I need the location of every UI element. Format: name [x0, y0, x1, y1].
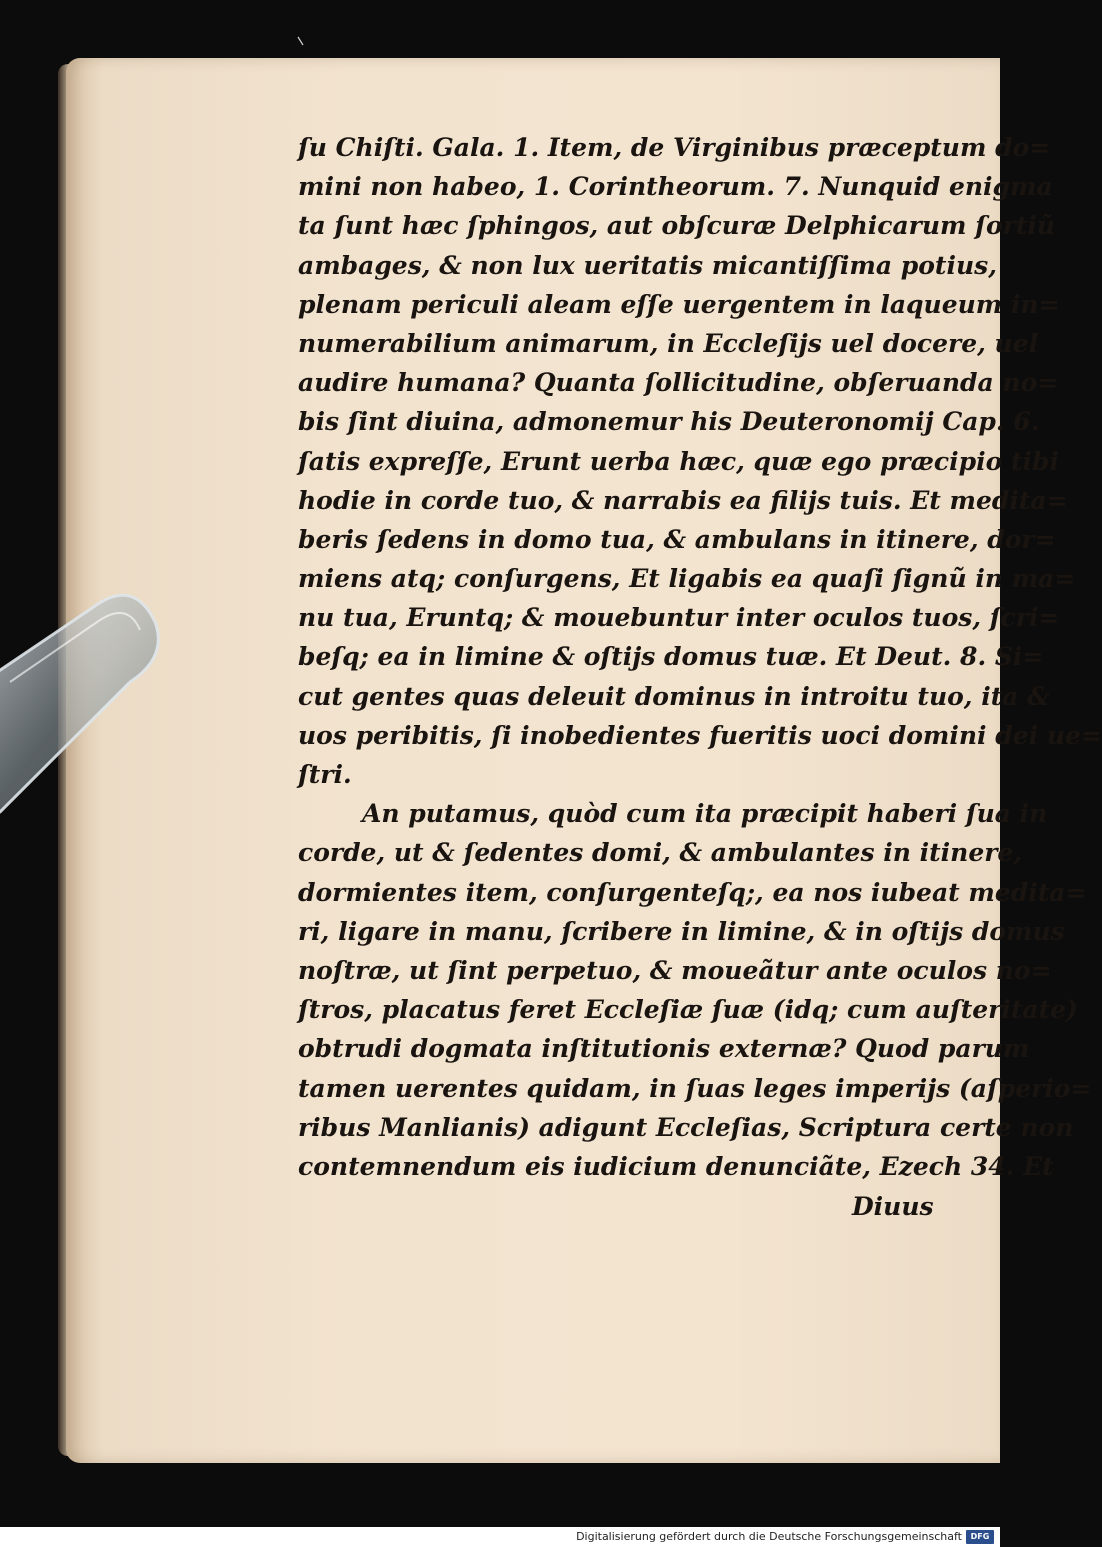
text-line: plenam periculi aleam eſſe uergentem in laqueum in=	[298, 289, 1060, 319]
text-line: tamen uerentes quidam, in ſuas leges imperijs (aſperio=	[298, 1073, 1092, 1103]
text-line: dormientes item, conſurgenteſq;, ea nos iubeat medita=	[298, 877, 1087, 907]
footer-bar	[0, 1527, 1000, 1547]
text-line: ſtros, placatus feret Eccleſiæ ſuæ (idq; cum auſteritate)	[298, 995, 1078, 1025]
text-line: numerabilium animarum, in Eccleſijs uel docere, uel	[298, 328, 1039, 358]
text-line: beſq; ea in limine & oſtijs domus tuæ. Et Deut. 8. Si=	[298, 642, 1044, 672]
text-line: ſu Chiſti. Gala. 1. Item, de Virginibus præceptum do=	[298, 133, 1051, 162]
text-line: ta ſunt hæc ſphingos, aut obſcuræ Delphicarum ſortiũ	[298, 211, 1056, 241]
text-line: noſtræ, ut ſint perpetuo, & moueãtur ante oculos no=	[298, 955, 1052, 985]
scan-speck	[297, 36, 305, 46]
paragraph-first-line: An putamus, quòd cum ita præcipit haberi ſua in	[362, 799, 1048, 829]
text-line: ribus Manlianis) adigunt Eccleſias, Scriptura certe non	[298, 1112, 1074, 1142]
catchword: Diuus	[852, 1192, 934, 1221]
text-line: ſatis expreſſe, Erunt uerba hæc, quæ ego præcipio tibi	[298, 446, 1059, 476]
text-line: audire humana? Quanta ſollicitudine, obſeruanda no=	[298, 368, 1059, 398]
text-line: contemnendum eis iudicium denunciãte, Ezech 34. Et	[298, 1151, 1054, 1181]
text-line: uos peribitis, ſi inobedientes fueritis uoci domini dei ue=	[298, 720, 1102, 750]
text-line: nu tua, Eruntq; & mouebuntur inter oculos tuos, ſcri=	[298, 603, 1060, 633]
dfg-logo-icon: DFG	[966, 1530, 994, 1544]
glass-page-weight	[0, 582, 180, 832]
text-line: miens atq; conſurgens, Et ligabis ea quaſi ſignũ in ma=	[298, 564, 1076, 594]
text-line: beris ſedens in domo tua, & ambulans in itinere, dor=	[298, 524, 1056, 554]
text-line: ſtri.	[298, 760, 352, 789]
text-line: cut gentes quas deleuit dominus in introitu tuo, ita &	[298, 681, 1050, 711]
text-line: hodie in corde tuo, & narrabis ea filijs tuis. Et medita=	[298, 485, 1068, 515]
footer-credit: Digitalisierung gefördert durch die Deutsche Forschungsgemeinschaft	[576, 1530, 962, 1543]
text-line: obtrudi dogmata inſtitutionis externæ? Quod parum	[298, 1034, 1030, 1064]
text-line: ambages, & non lux ueritatis micantiſſima potius,	[298, 250, 997, 280]
text-line: corde, ut & ſedentes domi, & ambulantes in itinere,	[298, 838, 1022, 868]
text-line: mini non habeo, 1. Corintheorum. 7. Nunquid enigma	[298, 172, 1053, 202]
page-text	[298, 128, 1102, 1186]
text-line: ri, ligare in manu, ſcribere in limine, & in oſtijs domus	[298, 916, 1065, 946]
text-line: bis ſint diuina, admonemur his Deuteronomij Cap. 6.	[298, 407, 1040, 437]
